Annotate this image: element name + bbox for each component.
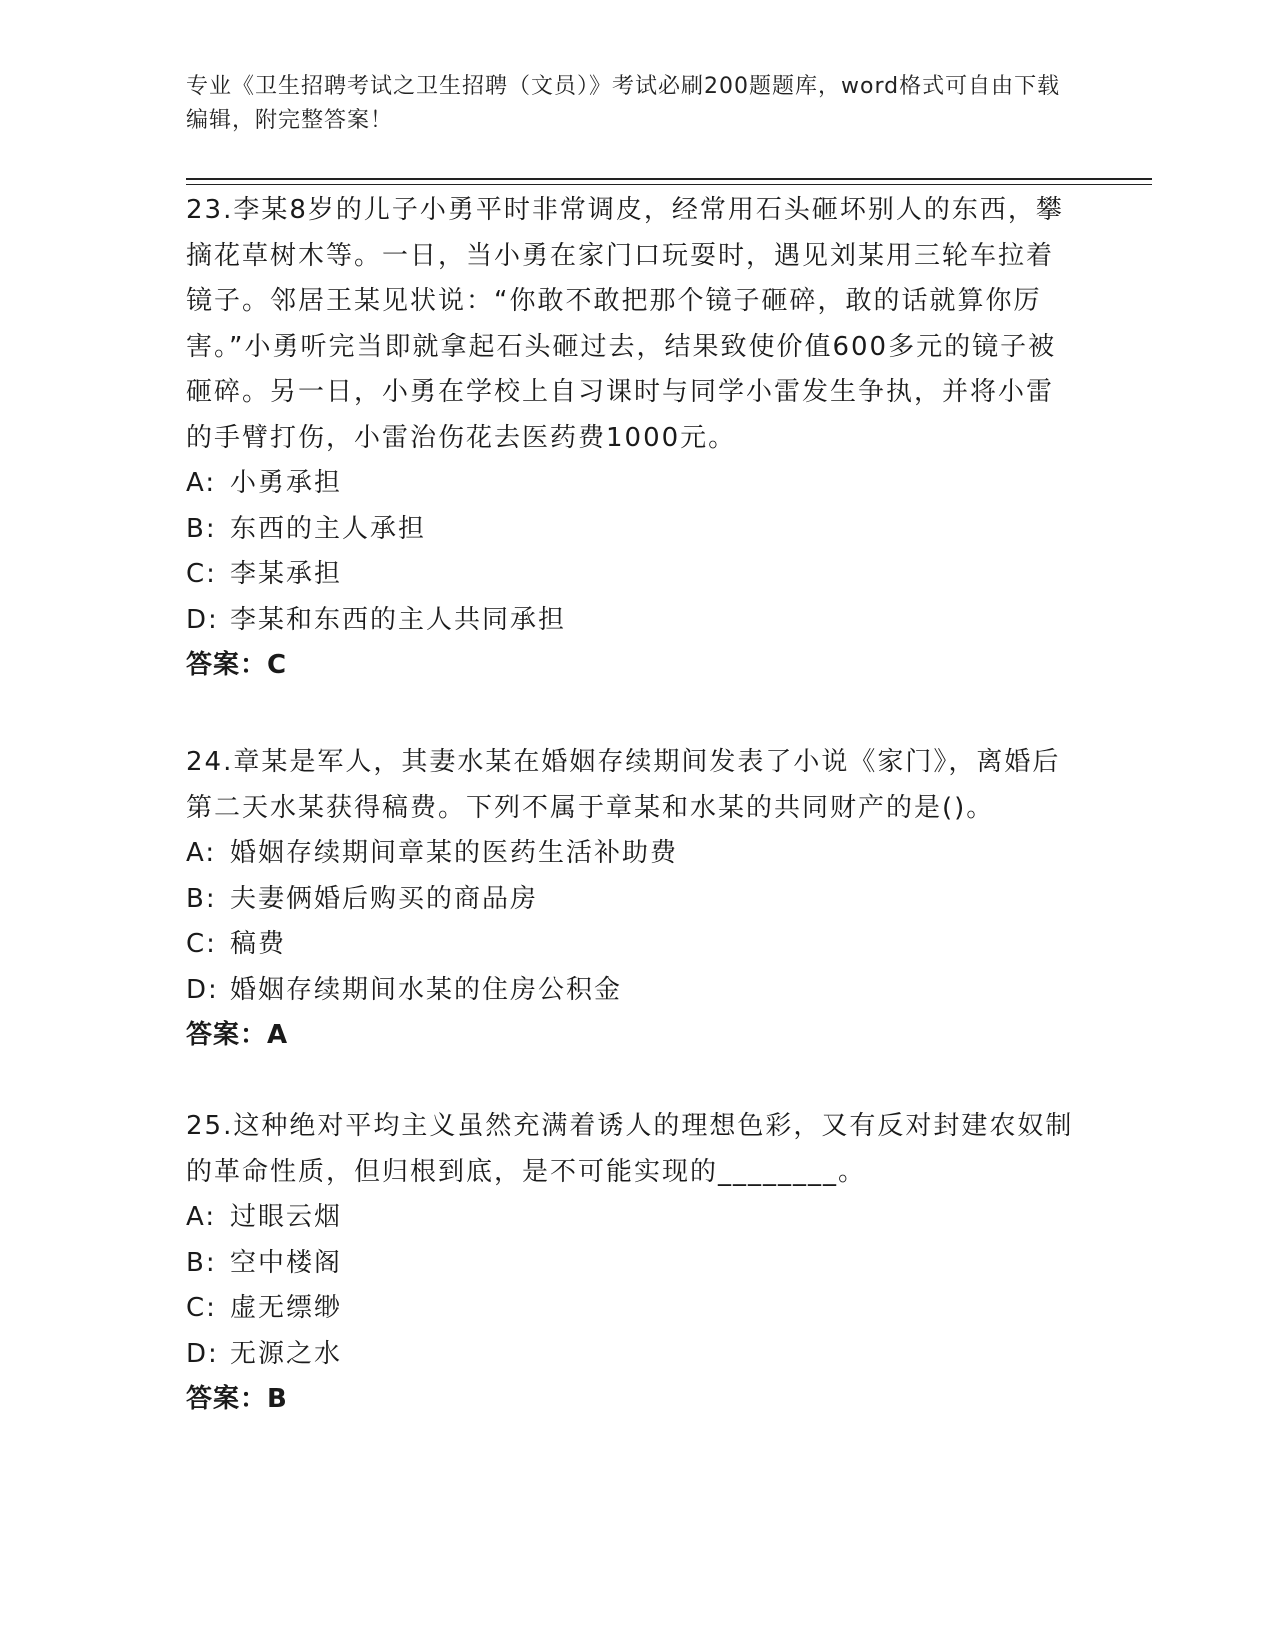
option-c <box>186 1286 1076 1332</box>
header-rule-thin <box>186 184 1152 185</box>
option-letter: C: <box>186 1293 217 1323</box>
option-letter: A: <box>186 468 217 498</box>
question-body: 章某是军人，其妻水某在婚姻存续期间发表了小说《家门》，离婚后第二天水某获得稿费。下列不属于章某和水某的共同财产的是()。 <box>186 747 1061 823</box>
option-text: 空中楼阁 <box>230 1247 343 1278</box>
question-text <box>186 188 1076 461</box>
option-a <box>186 831 1076 877</box>
option-letter: A: <box>186 838 217 868</box>
option-d <box>186 968 1076 1014</box>
option-b <box>186 507 1076 553</box>
question-text <box>186 740 1076 831</box>
option-text: 婚姻存续期间水某的住房公积金 <box>230 974 623 1005</box>
option-text: 夫妻俩婚后购买的商品房 <box>230 883 539 914</box>
option-d <box>186 598 1076 644</box>
answer: 答案：C <box>186 650 288 680</box>
option-text: 婚姻存续期间章某的医药生活补助费 <box>230 838 679 868</box>
header-rule-thick <box>186 178 1152 180</box>
option-letter: D: <box>186 1338 219 1369</box>
option-letter: B: <box>186 883 217 914</box>
answer: 答案：A <box>186 1020 289 1050</box>
option-text: 稿费 <box>230 929 287 959</box>
option-text: 过眼云烟 <box>230 1202 343 1232</box>
question-body: 李某8岁的儿子小勇平时非常调皮，经常用石头砸坏别人的东西，攀摘花草树木等。一日，当小勇在家门口玩耍时，遇见刘某用三轮车拉着镜子。邻居王某见状说：“你敢不敢把那个镜子砸碎，敢的话就算你厉害。”小勇听完当即就拿起石头砸过去，结果致使价值600多元的镜子被砸碎。另一日，小勇在学校上自习课时与同学小雷发生争执，并将小雷的手臂打伤，小雷治伤花去医药费1000元。 <box>186 195 1064 453</box>
option-letter: C: <box>186 929 217 959</box>
option-letter: C: <box>186 559 217 589</box>
option-letter: A: <box>186 1202 217 1232</box>
option-letter: B: <box>186 513 217 544</box>
option-c <box>186 922 1076 968</box>
question-23 <box>186 188 1076 689</box>
option-text: 虚无缥缈 <box>230 1293 343 1323</box>
question-number: 24. <box>186 747 234 777</box>
option-text: 李某承担 <box>230 559 343 589</box>
option-text: 李某和东西的主人共同承担 <box>230 604 567 635</box>
question-body: 这种绝对平均主义虽然充满着诱人的理想色彩，又有反对封建农奴制的革命性质，但归根到底，是不可能实现的________。 <box>186 1111 1074 1187</box>
question-number: 23. <box>186 195 234 225</box>
option-letter: B: <box>186 1247 217 1278</box>
option-d <box>186 1332 1076 1378</box>
option-a <box>186 461 1076 507</box>
option-text: 小勇承担 <box>230 468 343 498</box>
option-letter: D: <box>186 604 219 635</box>
option-text: 东西的主人承担 <box>230 513 427 544</box>
document-header <box>186 70 1066 138</box>
answer: 答案：B <box>186 1384 288 1414</box>
question-text <box>186 1104 1076 1195</box>
option-a <box>186 1195 1076 1241</box>
option-b <box>186 1241 1076 1287</box>
question-number: 25. <box>186 1111 234 1141</box>
option-text: 无源之水 <box>230 1338 343 1369</box>
option-c <box>186 552 1076 598</box>
option-b <box>186 877 1076 923</box>
question-25 <box>186 1104 1076 1423</box>
header-title: 专业《卫生招聘考试之卫生招聘（文员）》考试必刷200题题库，word格式可自由下载编辑，附完整答案！ <box>186 74 1061 133</box>
option-letter: D: <box>186 974 219 1005</box>
question-24 <box>186 740 1076 1059</box>
